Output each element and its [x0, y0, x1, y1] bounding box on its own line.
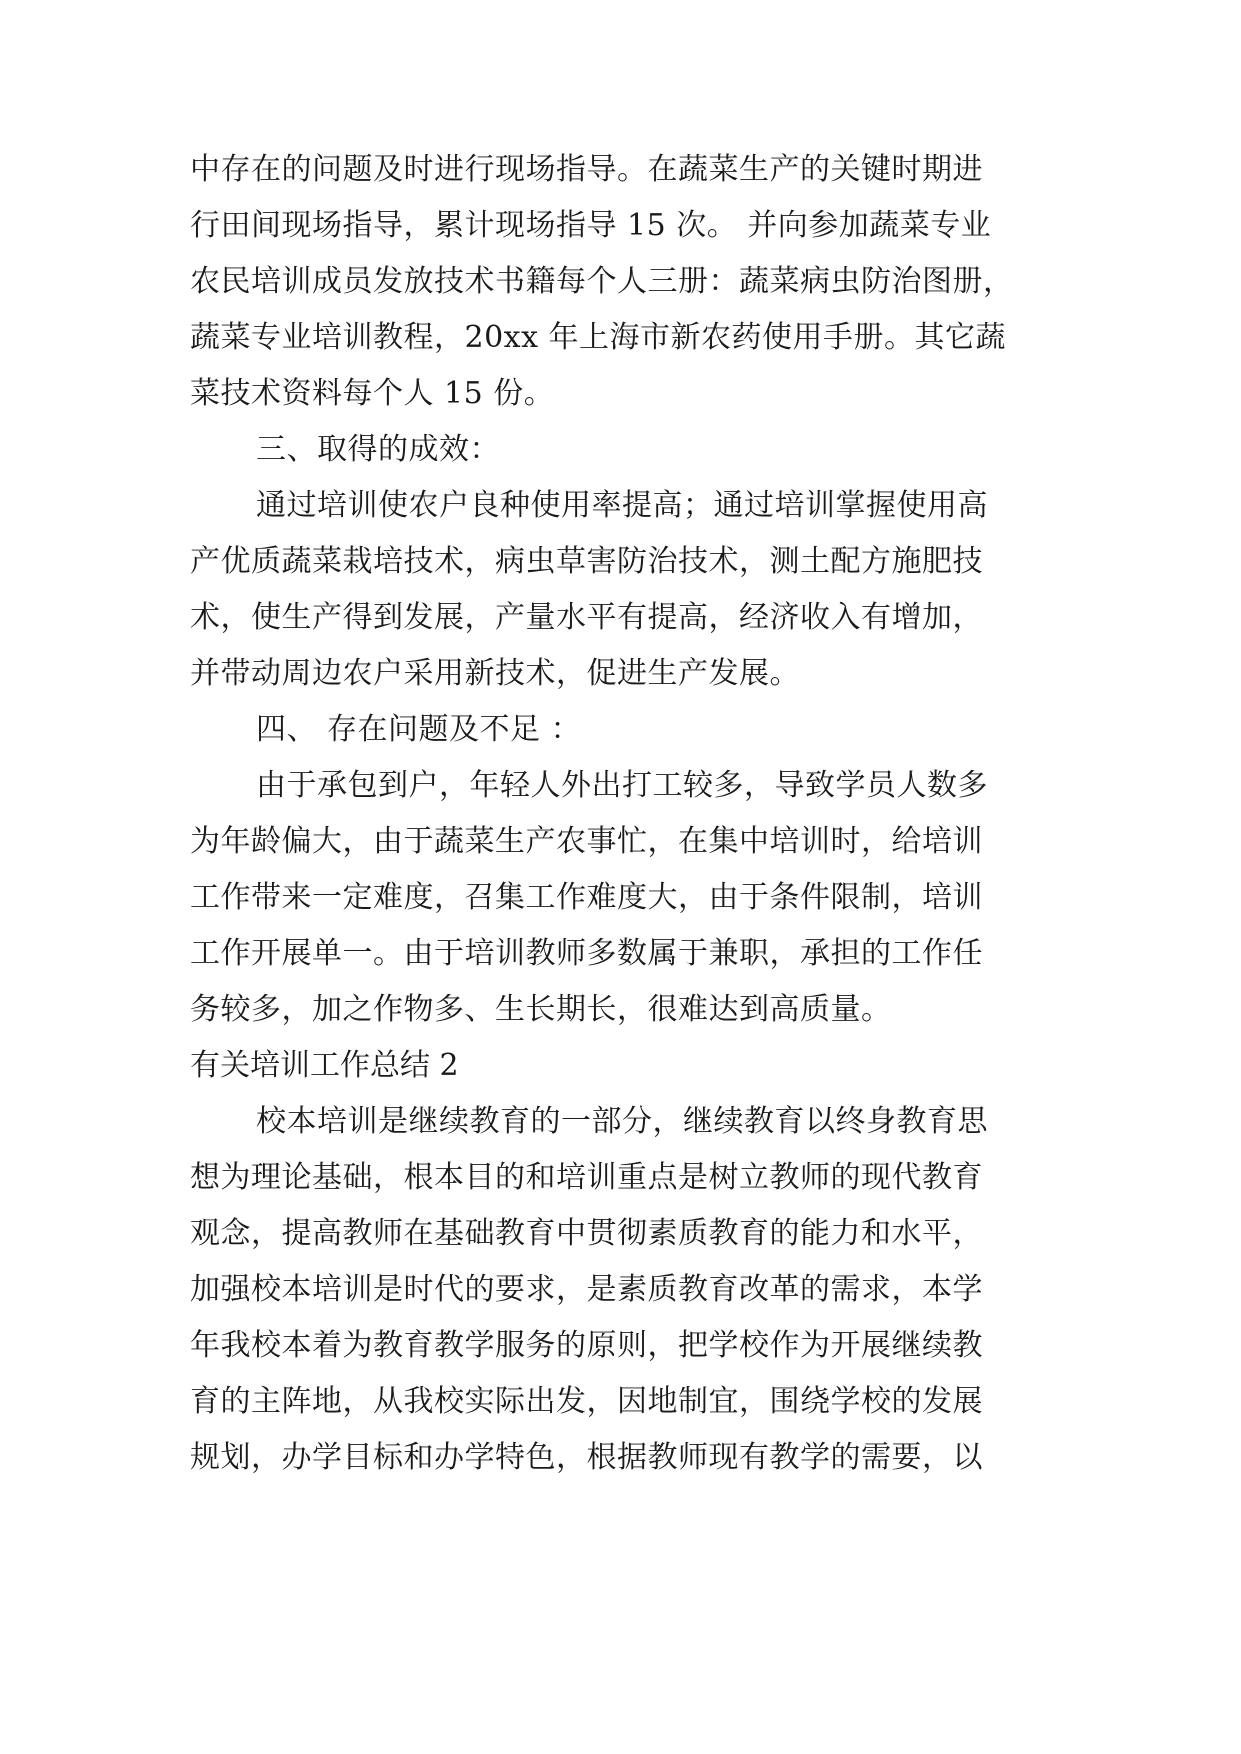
paragraph-line: 农民培训成员发放技术书籍每个人三册：蔬菜病虫防治图册，: [190, 264, 1014, 299]
paragraph-line: 通过培训使农户良种使用率提高；通过培训掌握使用高: [256, 488, 988, 523]
section-heading: 三、取得的成效：: [256, 432, 500, 467]
paragraph-line: 产优质蔬菜栽培技术，病虫草害防治技术，测土配方施肥技: [190, 544, 983, 579]
paragraph-line: 校本培训是继续教育的一部分，继续教育以终身教育思: [256, 1104, 988, 1139]
document-section-title: 有关培训工作总结 2: [190, 1048, 459, 1083]
paragraph-line: 年我校本着为教育教学服务的原则，把学校作为开展继续教: [190, 1328, 983, 1363]
paragraph-line: 务较多，加之作物多、生长期长，很难达到高质量。: [190, 992, 892, 1027]
paragraph-line: 并带动周边农户采用新技术，促进生产发展。: [190, 656, 800, 691]
paragraph-line: 规划，办学目标和办学特色，根据教师现有教学的需要，以: [190, 1440, 983, 1475]
paragraph-line: 为年龄偏大，由于蔬菜生产农事忙，在集中培训时，给培训: [190, 824, 983, 859]
paragraph-line: 由于承包到户，年轻人外出打工较多，导致学员人数多: [256, 768, 988, 803]
paragraph-line: 育的主阵地，从我校实际出发，因地制宜，围绕学校的发展: [190, 1384, 983, 1419]
paragraph-line: 工作开展单一。由于培训教师多数属于兼职，承担的工作任: [190, 936, 983, 971]
section-heading: 四、 存在问题及不足 ：: [256, 712, 582, 747]
paragraph-line: 菜技术资料每个人 15 份。: [190, 376, 555, 411]
paragraph-line: 加强校本培训是时代的要求，是素质教育改革的需求，本学: [190, 1272, 983, 1307]
paragraph-line: 观念，提高教师在基础教育中贯彻素质教育的能力和水平，: [190, 1216, 983, 1251]
paragraph-line: 想为理论基础，根本目的和培训重点是树立教师的现代教育: [190, 1160, 983, 1195]
paragraph-line: 行田间现场指导，累计现场指导 15 次。 并向参加蔬菜专业: [190, 208, 992, 243]
paragraph-line: 工作带来一定难度，召集工作难度大，由于条件限制，培训: [190, 880, 983, 915]
paragraph-line: 中存在的问题及时进行现场指导。在蔬菜生产的关键时期进: [190, 152, 983, 187]
paragraph-line: 术，使生产得到发展，产量水平有提高，经济收入有增加，: [190, 600, 983, 635]
paragraph-line: 蔬菜专业培训教程，20xx 年上海市新农药使用手册。其它蔬: [190, 320, 1007, 355]
